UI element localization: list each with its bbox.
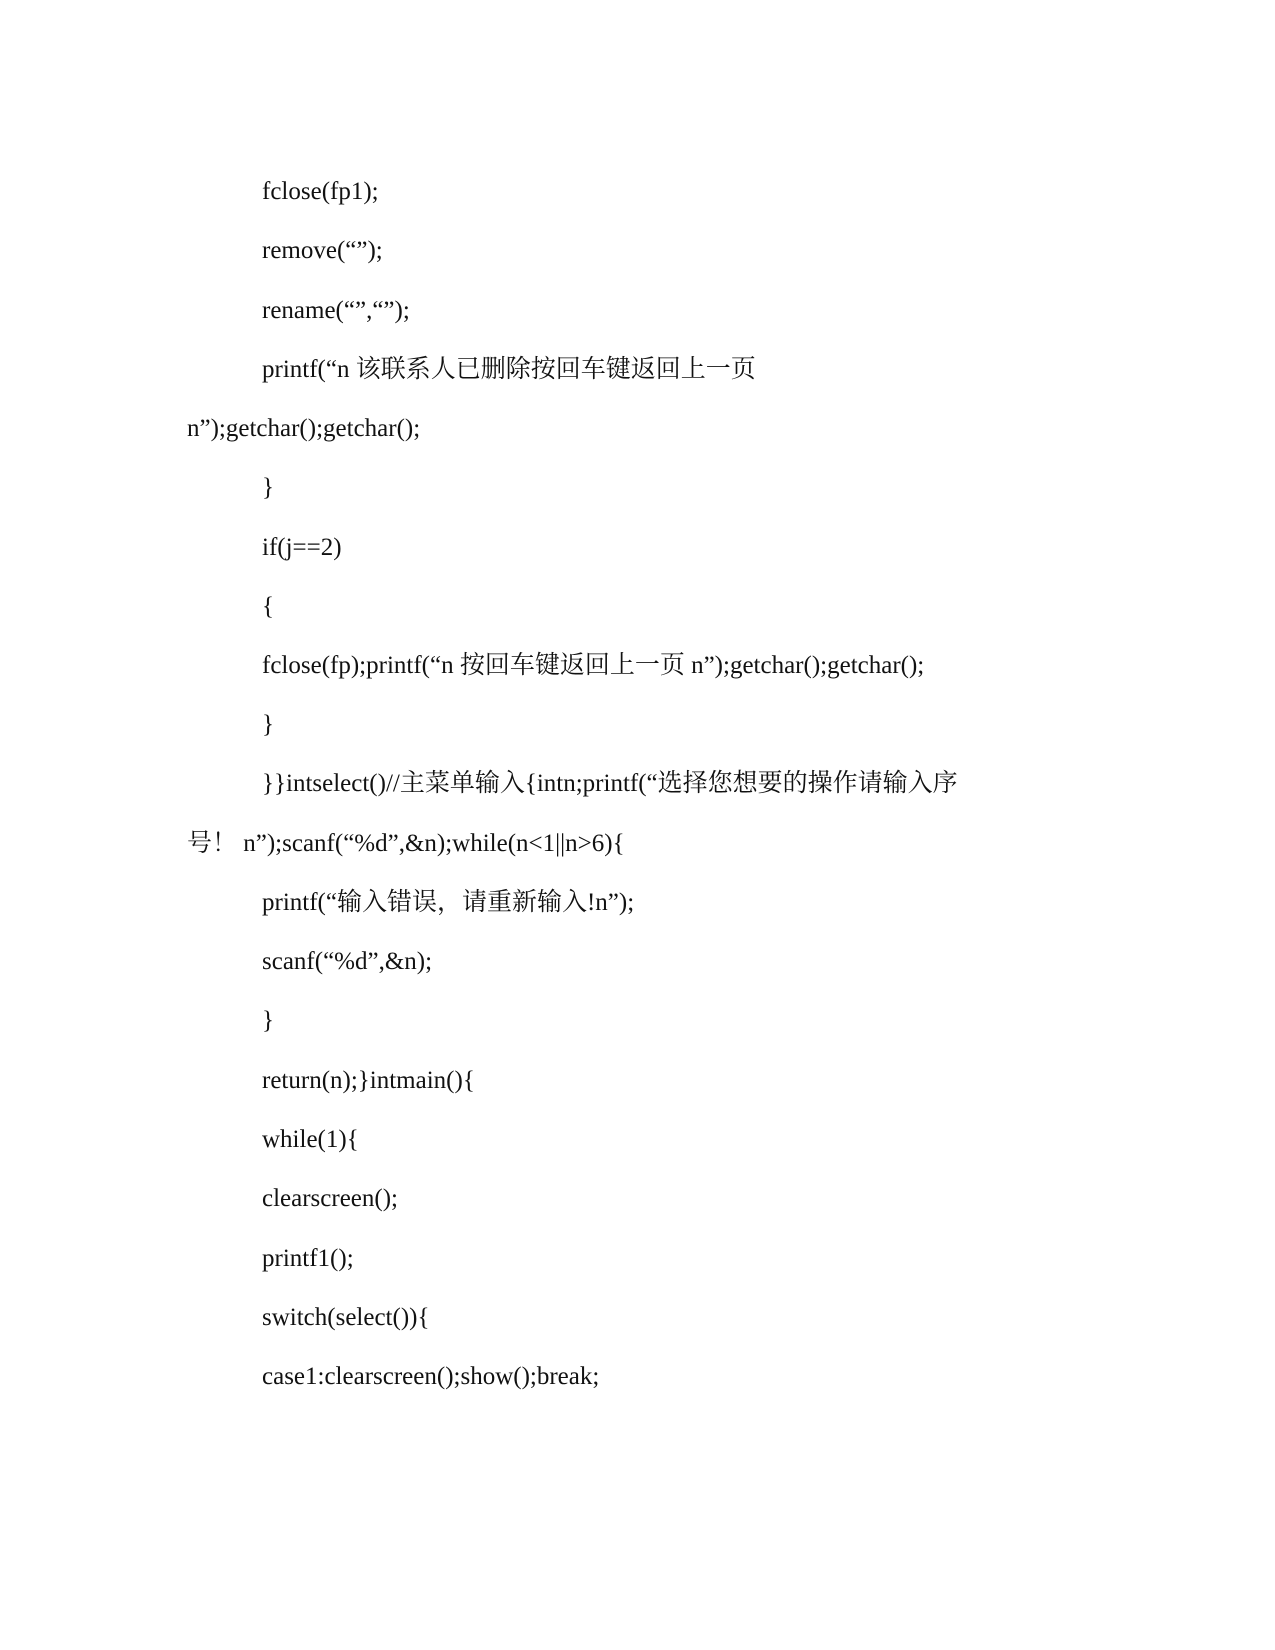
code-line: fclose(fp);printf(“n 按回车键返回上一页 n”);getchar();getchar(); [262,652,925,679]
code-line: fclose(fp1); [262,178,379,205]
code-line: { [262,593,274,620]
code-line: remove(“”); [262,237,383,264]
code-line: return(n);}intmain(){ [262,1067,475,1094]
code-line: rename(“”,“”); [262,297,410,324]
code-line: printf1(); [262,1245,354,1272]
code-line: if(j==2) [262,534,342,561]
code-line: } [262,1007,274,1034]
code-line: }}intselect()//主菜单输入{intn;printf(“选择您想要的操作请输入序 [262,770,958,797]
code-line: scanf(“%d”,&n); [262,948,433,975]
code-line: case1:clearscreen();show();break; [262,1363,600,1390]
code-line: printf(“输入错误，请重新输入!n”); [262,889,635,916]
code-line: } [262,711,274,738]
code-line: } [262,474,274,501]
code-line: clearscreen(); [262,1185,398,1212]
code-line: printf(“n 该联系人已删除按回车键返回上一页 [262,356,756,383]
code-line: 号！ n”);scanf(“%d”,&n);while(n<1||n>6){ [187,830,625,857]
code-line: switch(select()){ [262,1304,430,1331]
code-line: n”);getchar();getchar(); [187,415,421,442]
code-line: while(1){ [262,1126,359,1153]
